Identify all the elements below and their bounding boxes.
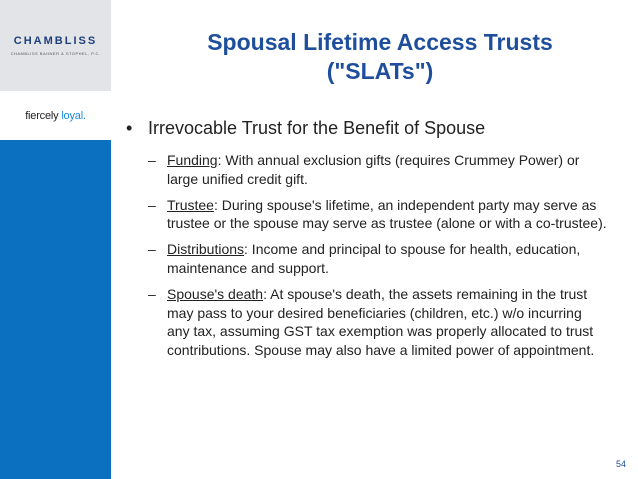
logo-wordmark: CHAMBLISS — [13, 35, 98, 47]
sub-bullet-list — [148, 151, 608, 367]
sub-bullet-trustee — [148, 196, 608, 234]
sub-bullet-text: : Income and principal to spouse for health, education, maintenance and support. — [167, 241, 581, 276]
tagline-part-2: loyal. — [61, 109, 86, 122]
sub-bullet-text: : During spouse's lifetime, an independent party may serve as trustee or the spouse may serve as trustee (alone or with a co-trustee). — [167, 196, 607, 232]
main-bullet — [126, 116, 616, 140]
sub-bullet-funding — [148, 151, 608, 189]
sub-bullet-key: Distributions — [167, 241, 245, 258]
dash-marker: – — [148, 241, 156, 258]
sub-bullet-text: : With annual exclusion gifts (requires Crummey Power) or large unified credit gift. — [167, 152, 580, 187]
sub-bullet-text: : At spouse's death, the assets remaining in the trust may pass to your desired beneficiaries (children, etc.) w/o incurring any tax, assuming GST tax exemption was properly allocated to trust contributions. Spouse may also have a limited power of appointment. — [167, 285, 595, 359]
dash-marker: – — [148, 285, 156, 302]
main-bullet-text: Irrevocable Trust for the Benefit of Spouse — [148, 118, 486, 138]
title-line-1: Spousal Lifetime Access Trusts — [207, 29, 553, 55]
sub-bullet-key: Trustee — [167, 196, 214, 213]
sub-bullet-distributions — [148, 240, 608, 278]
dash-marker: – — [148, 152, 156, 168]
sidebar-color-bar — [0, 140, 111, 479]
tagline-part-1: fiercely — [25, 109, 62, 122]
chambliss-logo — [0, 0, 111, 91]
tagline-panel — [0, 91, 111, 140]
slide-title — [145, 28, 615, 86]
tagline — [25, 110, 86, 122]
sub-bullet-key: Spouse's death — [167, 285, 264, 302]
dash-marker: – — [148, 196, 156, 213]
bullet-marker: • — [126, 118, 133, 138]
page-number: 54 — [615, 459, 626, 469]
logo-subtext: CHAMBLISS BAHNER & STOPHEL, P.C. — [10, 51, 101, 56]
sidebar — [0, 0, 111, 479]
sub-bullet-key: Funding — [167, 152, 218, 168]
title-line-2: ("SLATs") — [326, 58, 434, 84]
sub-bullet-spouses-death — [148, 285, 608, 360]
